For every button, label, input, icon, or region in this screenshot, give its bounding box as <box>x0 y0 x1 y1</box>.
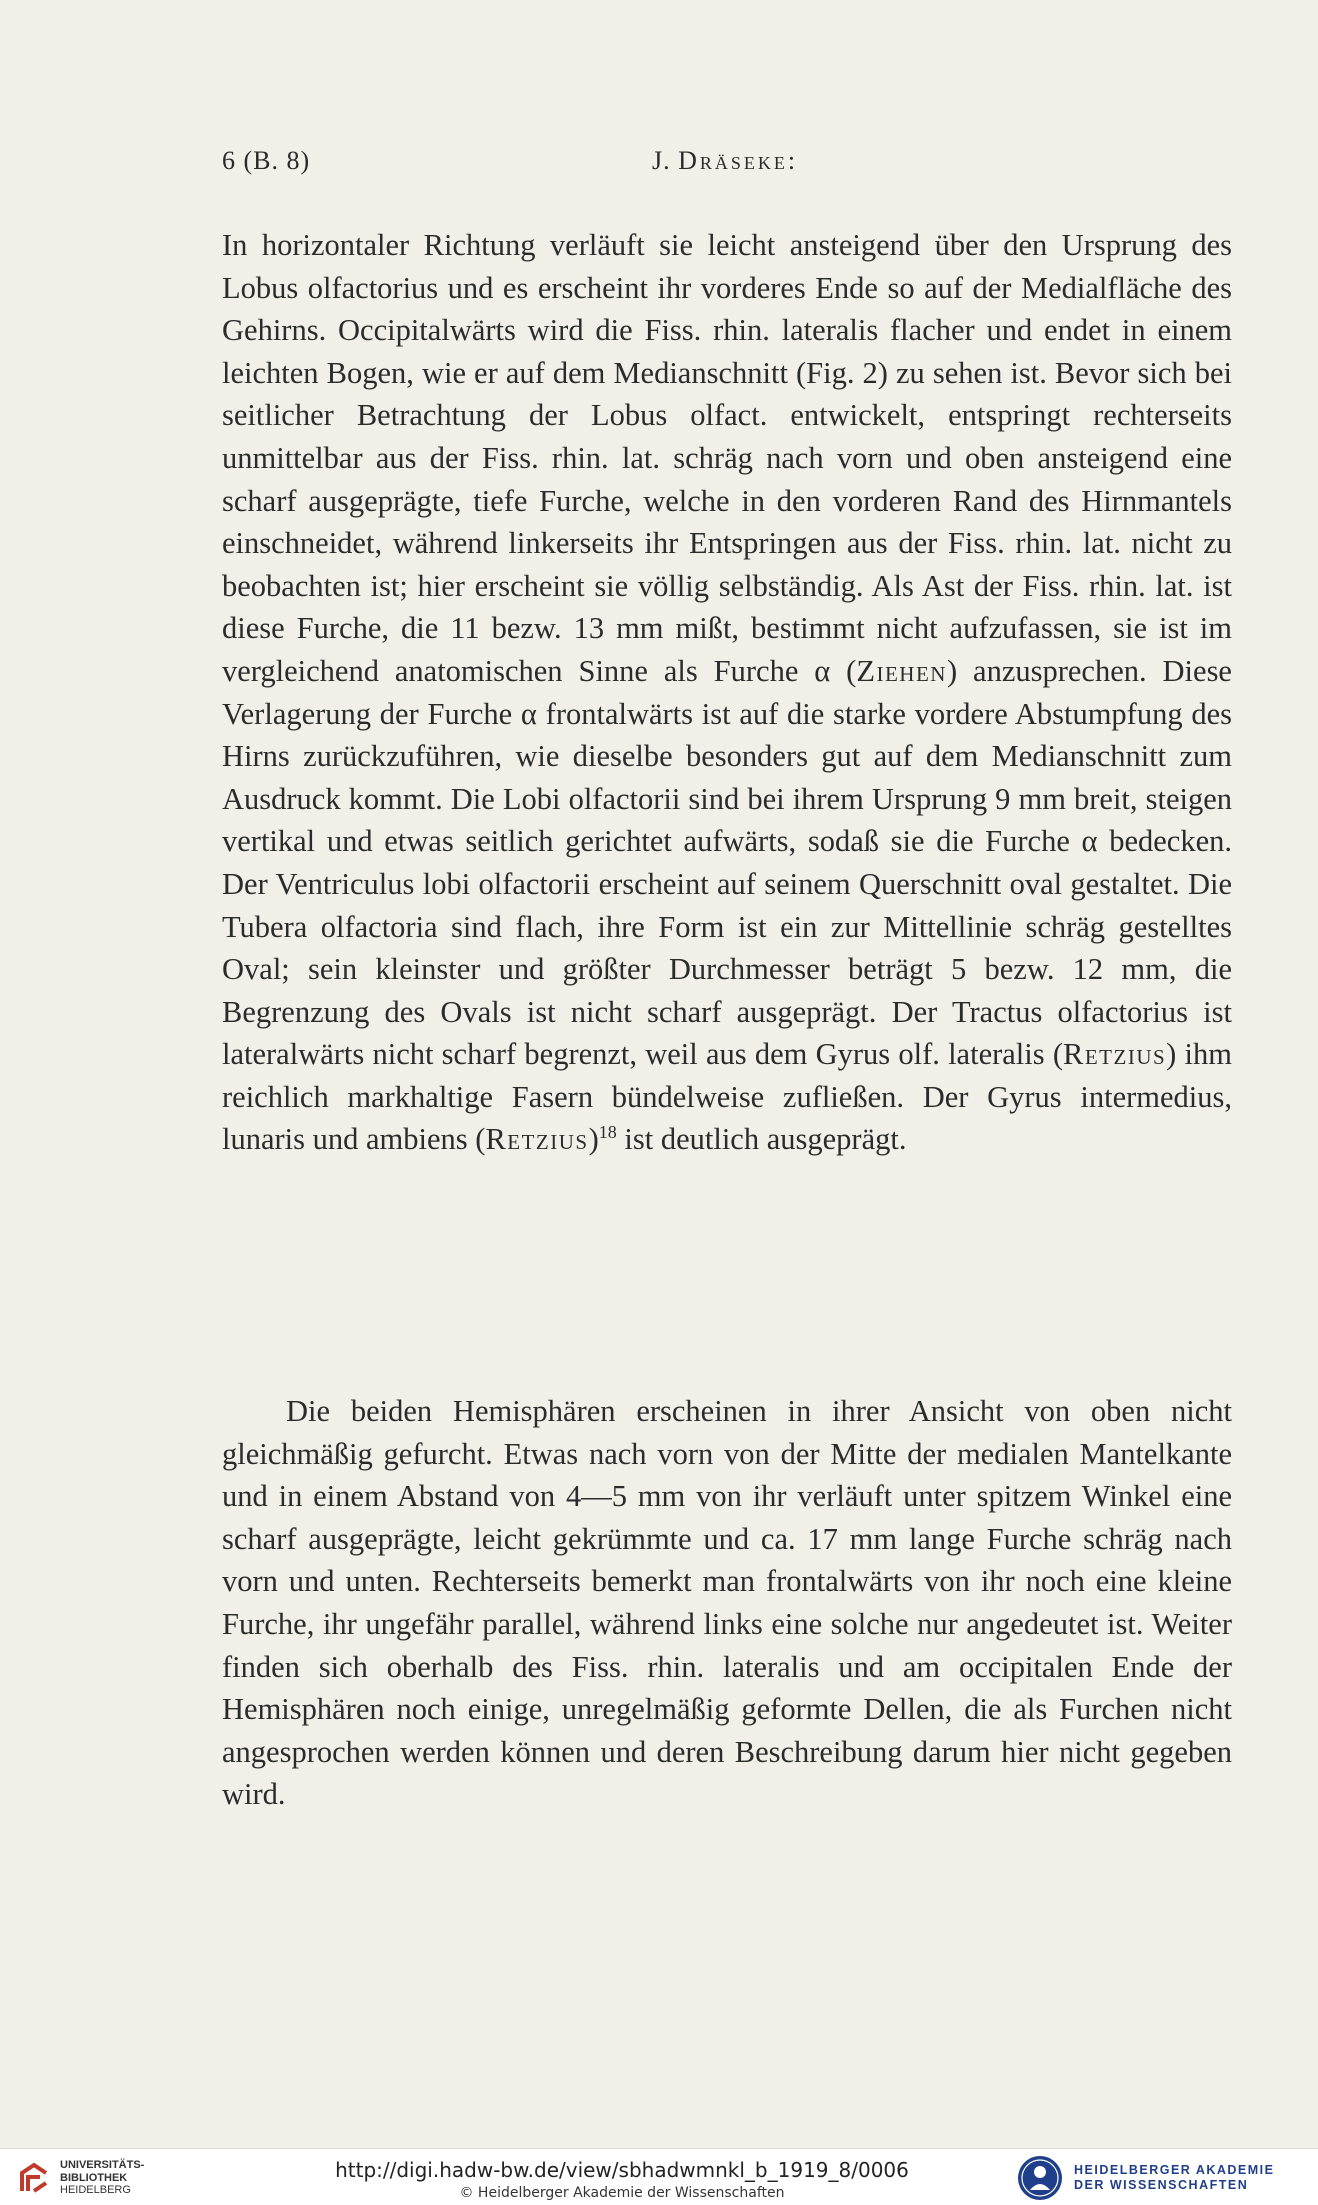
p1-text-5: ist deutlich ausgeprägt. <box>616 1122 907 1157</box>
author-ref-retzius: Retzius <box>485 1122 589 1157</box>
footnote-marker[interactable]: 18 <box>598 1122 617 1143</box>
p1-text-4: ) <box>588 1122 599 1157</box>
ub-line-2: BIBLIOTHEK <box>60 2171 128 2184</box>
p1-text-2: ) anzusprechen. Diese Verlagerung der Furche α frontalwärts ist auf die starke vordere Abstumpfung des Hirns zurückzuführen, wie dieselbe besonders gut auf dem Medianschnitt zum Ausdruck kommt. Die Lobi olfactorii sind bei ihrem Ursprung 9 mm breit, steigen vertikal und etwas seitlich gerichtet aufwärts, sodaß sie die Furche α bedecken. Der Ventriculus lobi olfactorii erscheint auf seinem Querschnitt oval gestaltet. Die Tubera olfactoria sind flach, ihre Form ist ein zur Mittellinie schräg gestelltes Oval; sein kleinster und größter Durchmesser beträgt 5 bezw. 12 mm, die Begrenzung des Ovals ist nicht scharf ausgeprägt. Der Tractus olfactorius ist lateralwärts nicht scharf begrenzt, weil aus dem Gyrus olf. lateralis ( <box>222 653 1232 1072</box>
ub-line-3: HEIDELBERG <box>60 2184 131 2196</box>
university-library-name <box>60 2159 144 2197</box>
running-header <box>222 146 1140 186</box>
academy-line-2: DER WISSENSCHAFTEN <box>1074 2178 1249 2192</box>
footer-bar <box>0 2148 1318 2205</box>
p1-text-1: In horizontaler Richtung verläuft sie leicht ansteigend über den Ursprung des Lobus olfactorius und es erscheint ihr vorderes Ende so auf der Medialfläche des Gehirns. Occipitalwärts wird die Fiss. rhin. lateralis flacher und endet in einem leichten Bogen, wie er auf dem Medianschnitt (Fig. 2) zu sehen ist. Bevor sich bei seitlicher Betrachtung der Lobus olfact. entwickelt, entspringt rechterseits unmittelbar aus der Fiss. rhin. lat. schräg nach vorn und oben ansteigend eine scharf ausgeprägte, tiefe Furche, welche in den vorderen Rand des Hirnmantels einschneidet, während linkerseits ihr Entspringen aus der Fiss. rhin. lat. nicht zu beobachten ist; hier erscheint sie völlig selbständig. Als Ast der Fiss. rhin. lat. ist diese Furche, die 11 bezw. 13 mm mißt, bestimmt nicht aufzufassen, sie ist im vergleichend anatomischen Sinne als Furche α ( <box>222 228 1232 688</box>
running-author <box>652 146 798 176</box>
paragraph-2: Die beiden Hemisphären erscheinen in ihrer Ansicht von oben nicht gleichmäßig gefurcht. Etwas nach vorn von der Mitte der medialen Mantelkante und in einem Abstand von 4—5 mm von ihr verläuft unter spitzem Winkel eine scharf ausgeprägte, leicht gekrümmte und ca. 17 mm lange Furche schräg nach vorn und unten. Rechterseits bemerkt man frontalwärts von ihr noch eine kleine Furche, ihr ungefähr parallel, während links eine solche nur angedeutet ist. Weiter finden sich oberhalb des Fiss. rhin. lateralis und am occipitalen Ende der Hemisphären noch einige, unregelmäßig geformte Dellen, die als Furchen nicht angesprochen werden können und deren Beschreibung darum hier nicht gegeben wird. <box>222 1394 1232 1812</box>
author-initial: J. <box>652 146 671 175</box>
copyright-notice: © Heidelberger Akademie der Wissenschaften <box>459 2185 785 2201</box>
author-name: Dräseke: <box>678 146 799 175</box>
academy-seal-icon <box>1016 2154 1064 2202</box>
ub-line-1: UNIVERSITÄTS- <box>60 2159 145 2171</box>
page-number: 6 (B. 8) <box>222 146 311 175</box>
university-library-logo-icon <box>14 2159 54 2199</box>
permalink-url[interactable]: http://digi.hadw-bw.de/view/sbhadwmnkl_b_1919_8/0006 <box>335 2158 909 2182</box>
academy-name <box>1074 2163 1275 2193</box>
paragraph-1 <box>222 224 1232 1161</box>
academy-line-1: HEIDELBERGER AKADEMIE <box>1074 2163 1275 2177</box>
author-ref-ziehen: Ziehen <box>856 653 947 688</box>
author-ref-retzius: Retzius <box>1063 1037 1167 1072</box>
p1-text-3: ) ihm reichlich markhaltige Fasern bündelweise zufließen. Der Gyrus intermedius, lunaris und ambiens ( <box>222 1037 1232 1157</box>
